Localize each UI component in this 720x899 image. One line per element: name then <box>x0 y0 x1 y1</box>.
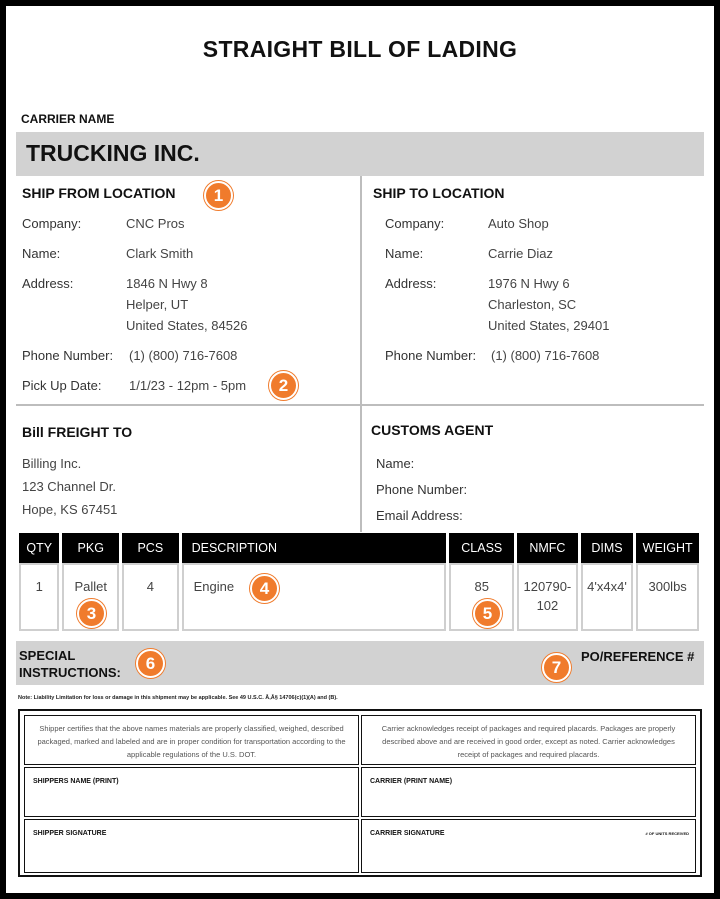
ship-from-name: Clark Smith <box>126 246 194 261</box>
signature-box <box>18 709 702 877</box>
ship-from-address-label: Address: <box>22 276 74 291</box>
col-header-description: DESCRIPTION <box>182 533 447 563</box>
shipper-signature-label: SHIPPER SIGNATURE <box>33 830 107 837</box>
callout-badge-4: 4 <box>250 574 279 603</box>
carrier-signature-label: CARRIER SIGNATURE <box>370 830 445 837</box>
ship-to-name: Carrie Diaz <box>488 246 554 261</box>
col-header-nmfc: NMFC <box>517 533 578 563</box>
carrier-name-print-cell[interactable] <box>361 767 696 817</box>
ship-to-heading: SHIP TO LOCATION <box>373 185 505 201</box>
carrier-certification-text: Carrier acknowledges receipt of packages and required placards. Packages are properly described above and are received in good order, except as noted. Carrier acknowledges receipt of packages and required placards. <box>381 724 676 759</box>
callout-badge-3: 3 <box>77 599 106 628</box>
customs-agent-heading: CUSTOMS AGENT <box>371 422 494 438</box>
cell-pcs: 4 <box>122 563 179 631</box>
customs-name-label: Name: <box>376 456 415 471</box>
col-header-pcs: PCS <box>122 533 179 563</box>
shipper-signature-cell[interactable] <box>24 819 359 873</box>
ship-from-phone-label: Phone Number: <box>22 348 114 363</box>
ship-to-name-label: Name: <box>385 246 424 261</box>
ship-from-phone: (1) (800) 716-7608 <box>129 348 238 363</box>
bill-of-lading-page <box>6 6 714 893</box>
bill-to-address <box>22 452 117 521</box>
col-header-qty: QTY <box>19 533 59 563</box>
ship-to-phone: (1) (800) 716-7608 <box>491 348 600 363</box>
ship-to-address <box>488 273 609 336</box>
customs-email-label: Email Address: <box>376 508 463 523</box>
document-title: STRAIGHT BILL OF LADING <box>202 36 518 62</box>
shippers-name-cell[interactable] <box>24 767 359 817</box>
ship-from-address <box>126 273 247 336</box>
pickup-date-label: Pick Up Date: <box>22 378 102 393</box>
ship-to-address-line: Charleston, SC <box>488 297 577 312</box>
cell-weight: 300lbs <box>636 563 699 631</box>
col-header-class: CLASS <box>449 533 514 563</box>
callout-badge-1: 1 <box>204 181 233 210</box>
carrier-name-value: TRUCKING INC. <box>26 140 200 166</box>
ship-from-company-label: Company: <box>22 216 82 231</box>
bill-to-heading: Bill FREIGHT TO <box>22 424 133 440</box>
special-instructions-line: INSTRUCTIONS: <box>19 665 121 680</box>
special-instructions-label <box>19 647 121 681</box>
ship-from-name-label: Name: <box>22 246 61 261</box>
ship-from-company: CNC Pros <box>126 216 185 231</box>
carrier-name-bar <box>16 132 704 176</box>
callout-badge-7: 7 <box>542 653 571 682</box>
ship-to-phone-label: Phone Number: <box>385 348 477 363</box>
col-header-weight: WEIGHT <box>636 533 699 563</box>
bill-to-line: Hope, KS 67451 <box>22 502 118 517</box>
po-reference-label: PO/REFERENCE # <box>581 649 695 664</box>
ship-to-address-line: 1976 N Hwy 6 <box>488 276 570 291</box>
shippers-name-label: SHIPPERS NAME (PRINT) <box>33 778 119 785</box>
shipper-certification-text: Shipper certifies that the above names materials are properly classified, weighed, described packaged, marked and labeled and are in proper condition for transportation according to the applicable regulations of the U.S. DOT. <box>37 724 346 759</box>
cell-qty: 1 <box>19 563 59 631</box>
bill-to-line: Billing Inc. <box>22 456 82 471</box>
cell-nmfc: 120790-102 <box>517 563 578 631</box>
cell-description: Engine <box>182 563 447 631</box>
callout-badge-5: 5 <box>473 599 502 628</box>
liability-note: Note: Liability Limitation for loss or damage in this shipment may be applicable. See 49 U.S.C. Â,Â§ 14706(c)(1)(A) and (B). <box>18 695 338 701</box>
units-received-label: # OF UNITS RECEIVED <box>645 831 689 836</box>
col-header-pkg: PKG <box>62 533 119 563</box>
cell-class: 85 <box>449 563 514 631</box>
section-divider-horizontal <box>16 404 704 406</box>
ship-from-address-line: United States, 84526 <box>126 318 248 333</box>
section-divider-vertical <box>360 176 362 532</box>
ship-from-address-line: 1846 N Hwy 8 <box>126 276 208 291</box>
carrier-certification-cell <box>361 715 696 765</box>
ship-to-address-label: Address: <box>385 276 437 291</box>
carrier-signature-cell[interactable] <box>361 819 696 873</box>
customs-phone-label: Phone Number: <box>376 482 468 497</box>
ship-to-company-label: Company: <box>385 216 445 231</box>
items-table <box>16 533 702 631</box>
cell-dims: 4'x4x4' <box>581 563 634 631</box>
shipper-certification-cell <box>24 715 359 765</box>
ship-to-address-line: United States, 29401 <box>488 318 610 333</box>
special-instructions-bar <box>16 641 704 685</box>
ship-to-company: Auto Shop <box>488 216 549 231</box>
ship-from-address-line: Helper, UT <box>126 297 189 312</box>
cell-pkg: Pallet <box>62 563 119 631</box>
pickup-date: 1/1/23 - 12pm - 5pm <box>129 378 247 393</box>
items-header-row <box>19 533 699 563</box>
ship-from-heading: SHIP FROM LOCATION <box>22 185 176 201</box>
carrier-name-label: CARRIER NAME <box>21 112 115 126</box>
bill-to-line: 123 Channel Dr. <box>22 479 116 494</box>
col-header-dims: DIMS <box>581 533 634 563</box>
table-row <box>19 563 699 631</box>
carrier-name-print-label: CARRIER (PRINT NAME) <box>370 778 453 785</box>
callout-badge-6: 6 <box>136 649 165 678</box>
special-instructions-line: SPECIAL <box>19 648 76 663</box>
callout-badge-2: 2 <box>269 371 298 400</box>
